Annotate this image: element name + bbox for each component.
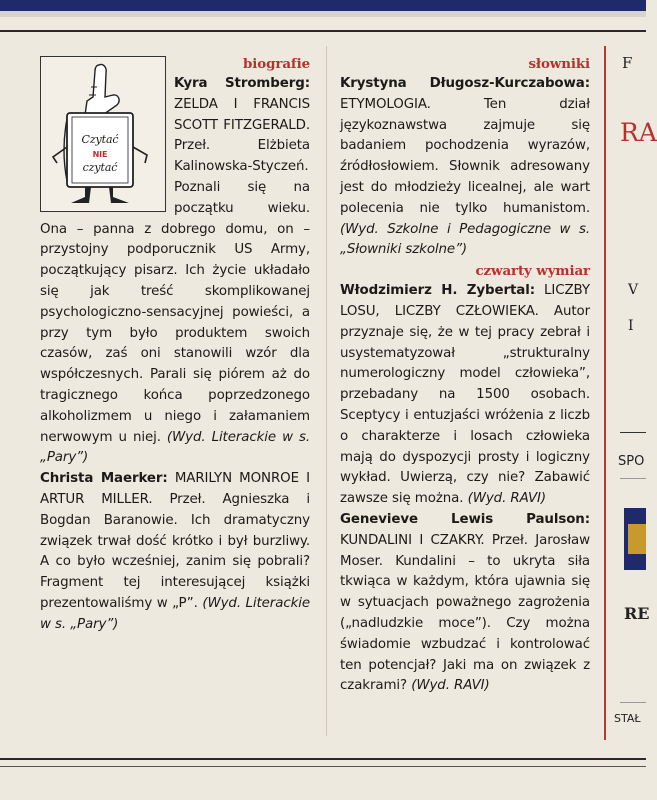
right-column bbox=[340, 54, 590, 697]
column-divider-red bbox=[604, 46, 606, 740]
entry-source: (Wyd. Literackie w s. „Pary”) bbox=[40, 429, 310, 466]
entry-author: Kyra Stromberg: bbox=[174, 76, 310, 91]
column-gutter bbox=[326, 46, 327, 736]
edge-fragment: RE bbox=[624, 604, 650, 623]
entry-dlugosz bbox=[340, 74, 590, 261]
edge-fragment: F bbox=[622, 54, 633, 72]
edge-fragment-heading: RA bbox=[620, 118, 657, 147]
entry-maerker bbox=[40, 469, 310, 635]
bottom-rule-thin bbox=[0, 766, 646, 767]
entry-source: (Wyd. RAVI) bbox=[467, 491, 547, 507]
category-czwarty-wymiar: czwarty wymiar bbox=[475, 263, 590, 280]
entry-text: MARILYN MONROE I ARTUR MILLER. Przeł. Agnieszka i Bogdan Baranowie. Ich dramatyczny związek trwał dość krótko i był burzliwy. A co było wcześniej, zanim się pobrali? Fragment tej interesującej książki prezentowaliśmy w „P”. bbox=[40, 471, 310, 611]
book-hand-icon bbox=[41, 57, 165, 211]
edge-rule bbox=[620, 432, 646, 433]
entry-source: (Wyd. Szkolne i Pedagogiczne w s. „Słowniki szkolne”) bbox=[340, 221, 590, 258]
top-band bbox=[0, 11, 646, 17]
left-column bbox=[40, 54, 310, 636]
entry-text: LICZBY LOSU, LICZBY CZŁOWIEKA. Autor przyznaje się, że w tej pracy zebrał i usystematyzował „strukturalny numerologiczny model człowieka”, przebadany na 1500 osobach. Sceptycy i entuzjaści wróżenia z liczb o charakterze i losach człowieka mają do dyspozycji prosty i logiczny wykład. Uwierzą, czy nie? Zabawić zawsze się można. bbox=[340, 283, 590, 507]
entry-zybertal bbox=[340, 281, 590, 510]
entry-author: Christa Maerker: bbox=[40, 471, 168, 487]
edge-fragment: V bbox=[628, 282, 639, 298]
edge-image-fragment-inner bbox=[628, 524, 646, 554]
svg-text:NIE: NIE bbox=[92, 150, 108, 159]
category-slowniki: słowniki bbox=[528, 56, 590, 72]
entry-author: Krystyna Długosz-Kurczabowa: bbox=[340, 76, 590, 91]
edge-fragment: STAŁ bbox=[614, 712, 641, 725]
svg-text:Czytać: Czytać bbox=[81, 133, 119, 146]
book-illustration bbox=[40, 56, 166, 212]
entry-source: (Wyd. RAVI) bbox=[411, 678, 490, 694]
edge-fragment: SPO bbox=[618, 454, 645, 469]
edge-rule bbox=[620, 478, 646, 479]
entry-author: Włodzimierz H. Zybertal: bbox=[340, 283, 535, 299]
entry-text: ETYMOLOGIA. Ten dział językoznawstwa zajmuje się badaniem pochodzenia wyrazów, źródłosłowiem. Słownik adresowany jest do młodzieży licealnej, ale wart polecenia nie tylko humanistom. bbox=[340, 96, 590, 216]
bottom-rule bbox=[0, 758, 646, 760]
entry-text: KUNDALINI I CZAKRY. Przeł. Jarosław Moser. Kundalini – to ukryta siła tkwiąca w każdym, która ujawnia się w sytuacjach poważnego zagrożenia („nadludzkie moce”). Czy można świadomie wzbudzać i kontrolować ten potencjał? Jaki ma on związek z czakrami? bbox=[340, 532, 590, 694]
svg-text:czytać: czytać bbox=[82, 161, 118, 174]
entry-source: (Wyd. Literackie w s. „Pary”) bbox=[40, 595, 310, 632]
category-biografie: biografie bbox=[243, 56, 310, 72]
top-color-bar bbox=[0, 0, 646, 11]
entry-author: Genevieve Lewis Paulson: bbox=[340, 511, 590, 527]
entry-paulson bbox=[340, 510, 590, 697]
entry-text: ZELDA I FRANCIS SCOTT FITZGERALD. Przeł. Elżbieta Kalinowska-Styczeń. Poznali się na początku wieku. Ona – panna z dobrego domu, on – przystojny podporucznik US Army, początkujący pisarz. Ich życie układało się jak treść skomplikowanej psychologiczno-sensacyjnej powieści, a przy tym było produktem swoich czasów, zaś oni stanowili wzór dla współczesnych. Parali się piórem aż do tragicznego końca poprzedzonego alkoholizmem u niego i załamaniem nerwowym u niej. bbox=[40, 96, 310, 445]
top-rule bbox=[0, 30, 646, 32]
edge-rule bbox=[620, 702, 646, 703]
edge-fragment: I bbox=[628, 318, 634, 334]
